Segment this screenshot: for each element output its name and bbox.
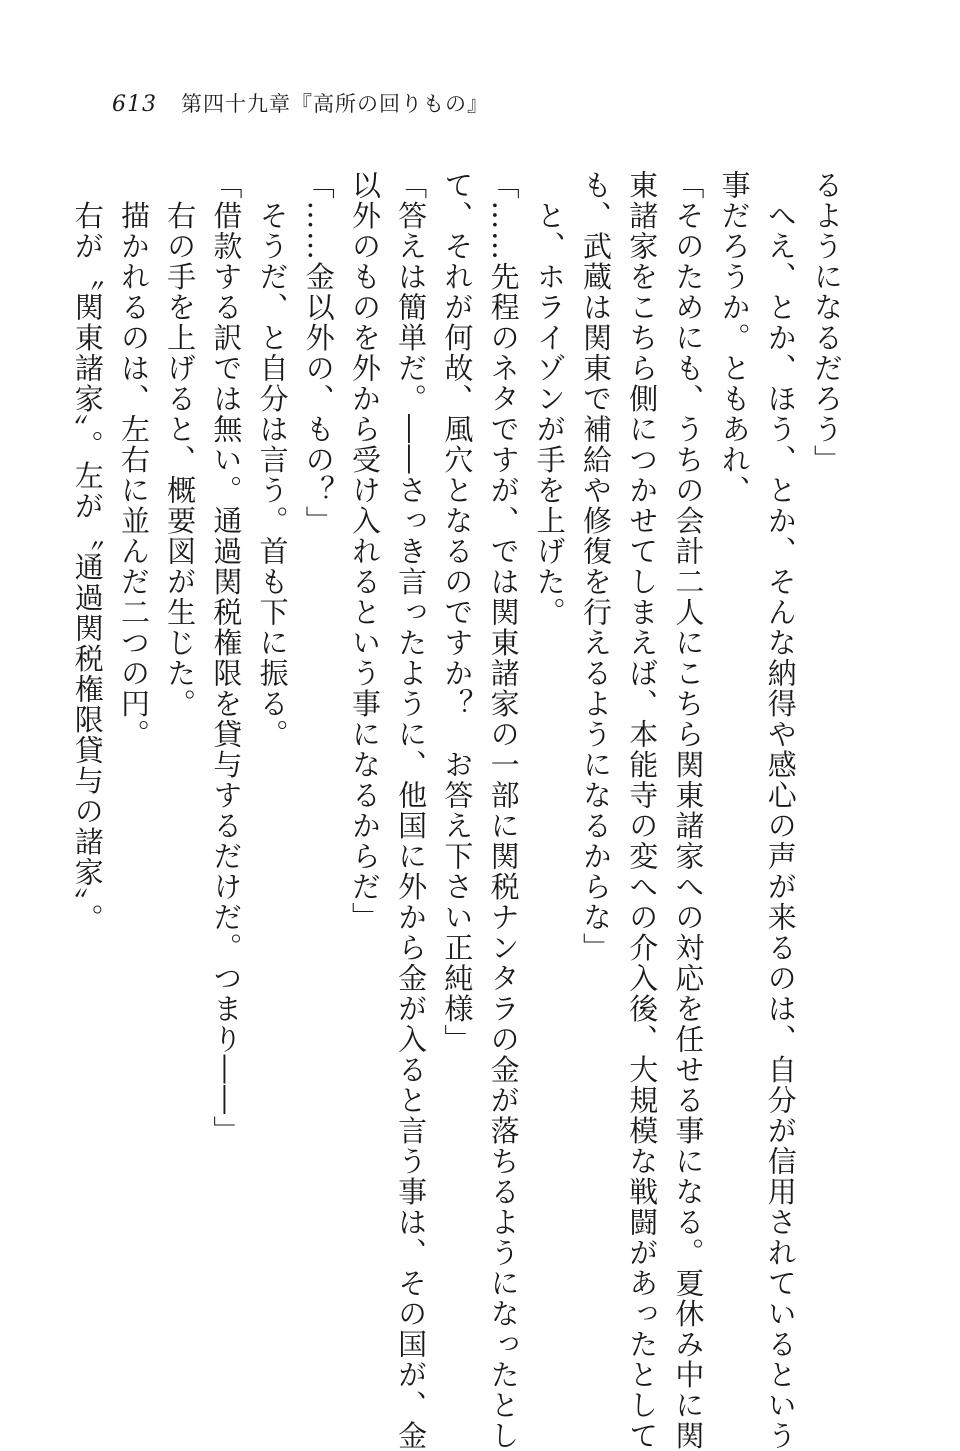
text-line: 「答えは簡単だ。――さっき言ったように、他国に外から金が入ると言う事は、その国が、金	[394, 170, 429, 1451]
text-line: へえ、とか、ほう、とか、そんな納得や感心の声が来るのは、自分が信用されているという	[763, 170, 798, 1451]
text-line: 「そのためにも、うちの会計二人にこちら関東諸家への対応を任せる事になる。夏休み中に関	[671, 170, 706, 1451]
text-line: も、武蔵は関東で補給や修復を行えるようになるからな」	[578, 170, 613, 963]
page-header	[112, 88, 489, 118]
text-line: るようになるだろう」	[810, 170, 844, 475]
text-line: 右が〝関東諸家〟。左が〝通過関税権限貸与の諸家〟。	[70, 170, 105, 934]
chapter-title: 第四十九章『高所の回りもの』	[181, 92, 489, 116]
text-line: 東諸家をこちら側につかせてしまえば、本能寺の変への介入後、大規模な戦闘があったとして	[625, 170, 660, 1451]
vertical-text-body	[70, 170, 850, 1451]
text-line: そうだ、と自分は言う。首も下に振る。	[255, 170, 290, 750]
text-line: 「……先程のネタですが、では関東諸家の一部に関税ナンタラの金が落ちるようになったとし	[486, 170, 521, 1451]
text-line: 描かれるのは、左右に並んだ二つの円。	[116, 170, 151, 750]
page-number: 613	[112, 92, 157, 117]
text-line: 「借款する訳では無い。通過関税権限を貸与するだけだ。つまり――」	[209, 170, 244, 1146]
text-line: 「……金以外の、もの？」	[301, 170, 336, 536]
text-line: 以外のものを外から受け入れるという事になるからだ」	[347, 170, 382, 933]
text-line: と、ホライゾンが手を上げた。	[532, 170, 567, 628]
text-line: 右の手を上げると、概要図が生じた。	[163, 170, 198, 719]
text-line: 事だろうか。ともあれ、	[717, 170, 752, 506]
text-line: て、それが何故、風穴となるのですか？ お答え下さい正純様」	[440, 170, 475, 1055]
